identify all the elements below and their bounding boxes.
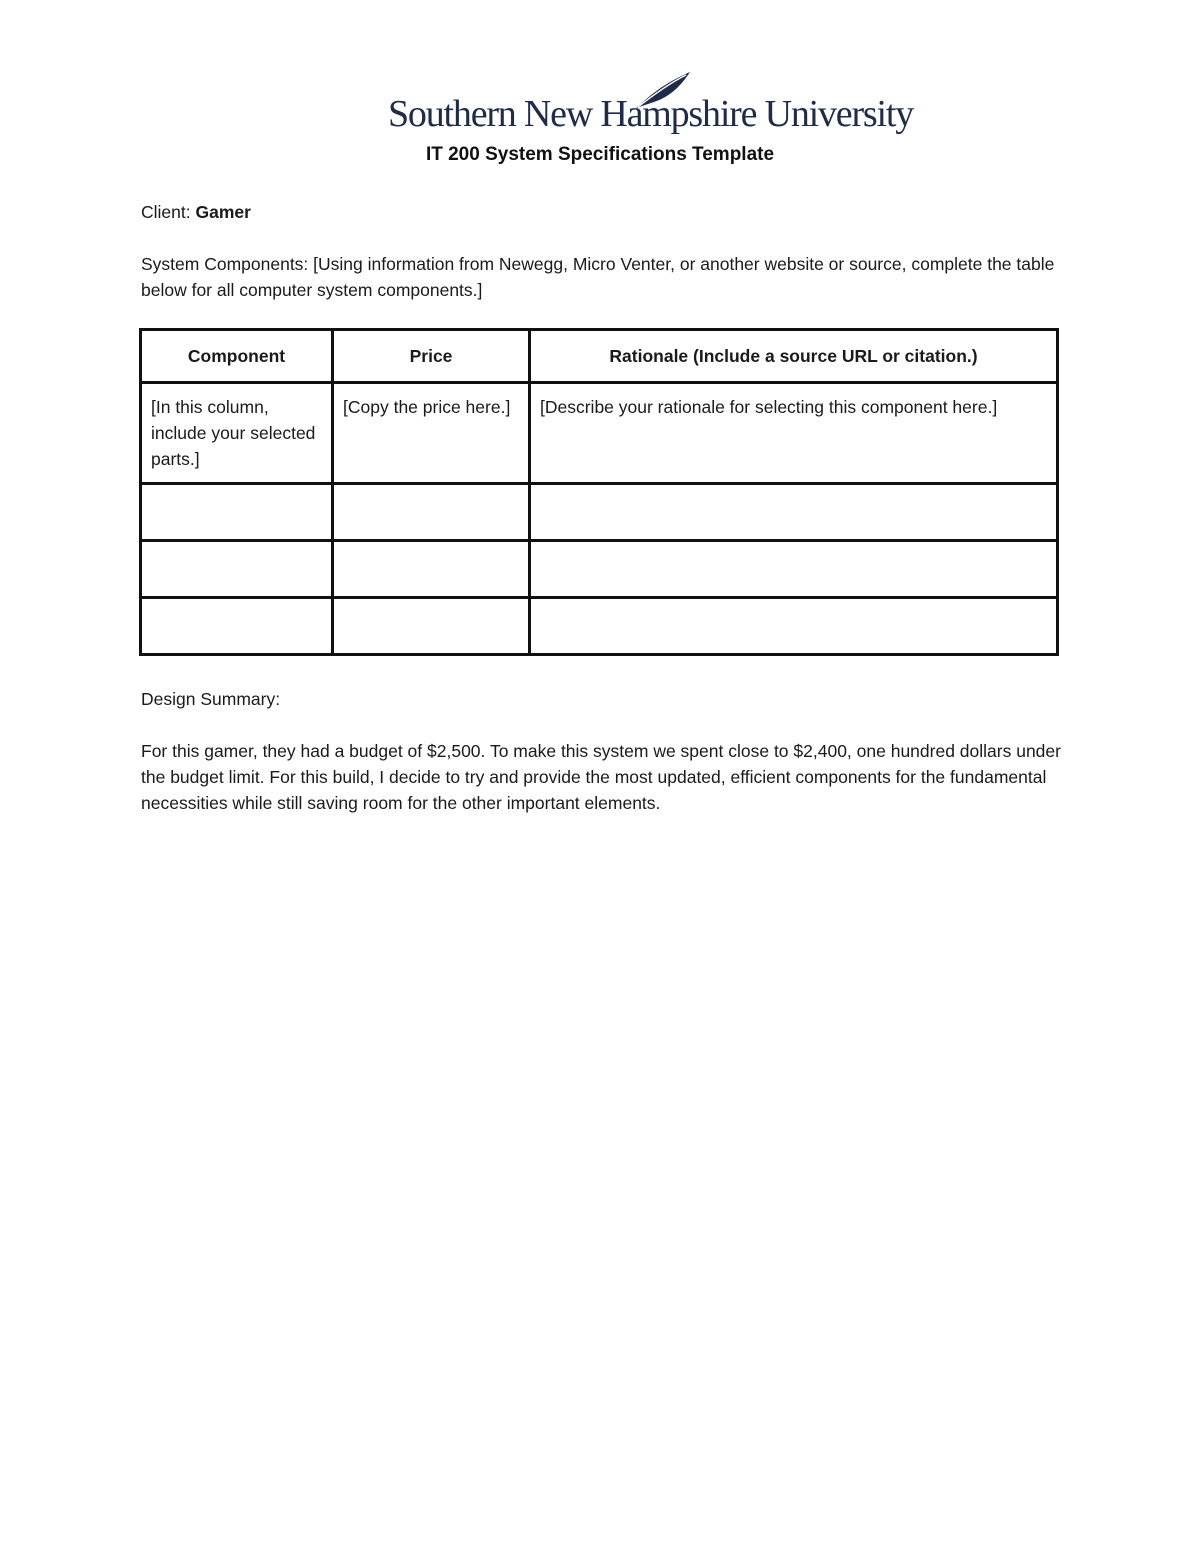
cell-rationale[interactable] [530,484,1058,541]
table-row [141,541,1058,598]
cell-component[interactable] [141,541,333,598]
table-row [141,484,1058,541]
design-summary-label: Design Summary: [141,689,281,709]
university-logo [388,70,914,136]
cell-component[interactable] [141,598,333,655]
cell-rationale[interactable] [530,541,1058,598]
table-header-row [141,330,1058,383]
cell-price[interactable] [333,598,530,655]
table-row [141,598,1058,655]
header-price: Price [333,330,530,383]
document-title: IT 200 System Specifications Template [425,144,775,165]
logo-wordmark: Southern New Hampshire University [388,93,914,135]
specifications-table [139,328,1059,656]
design-summary-body: For this gamer, they had a budget of $2,500. To make this system we spent close to $2,400, one hundred dollars under the budget limit. For this build, I decide to try and provide the most updated, efficient components for the fundamental necessities while still saving room for the other important elements. [141,741,1061,813]
header-component: Component [141,330,333,383]
client-label: Client: [141,202,191,222]
cell-component[interactable]: [In this column, include your selected parts.] [141,383,333,484]
table-row [141,383,1058,484]
cell-rationale[interactable]: [Describe your rationale for selecting this component here.] [530,383,1058,484]
header-rationale: Rationale (Include a source URL or citation.) [530,330,1058,383]
cell-component[interactable] [141,484,333,541]
client-value: Gamer [195,202,251,222]
cell-rationale[interactable] [530,598,1058,655]
cell-price[interactable] [333,484,530,541]
system-components-instructions: System Components: [Using information from Newegg, Micro Venter, or another website or source, complete the table below for all computer system components.] [141,254,1055,300]
cell-price[interactable]: [Copy the price here.] [333,383,530,484]
cell-price[interactable] [333,541,530,598]
client-line [141,199,1061,225]
